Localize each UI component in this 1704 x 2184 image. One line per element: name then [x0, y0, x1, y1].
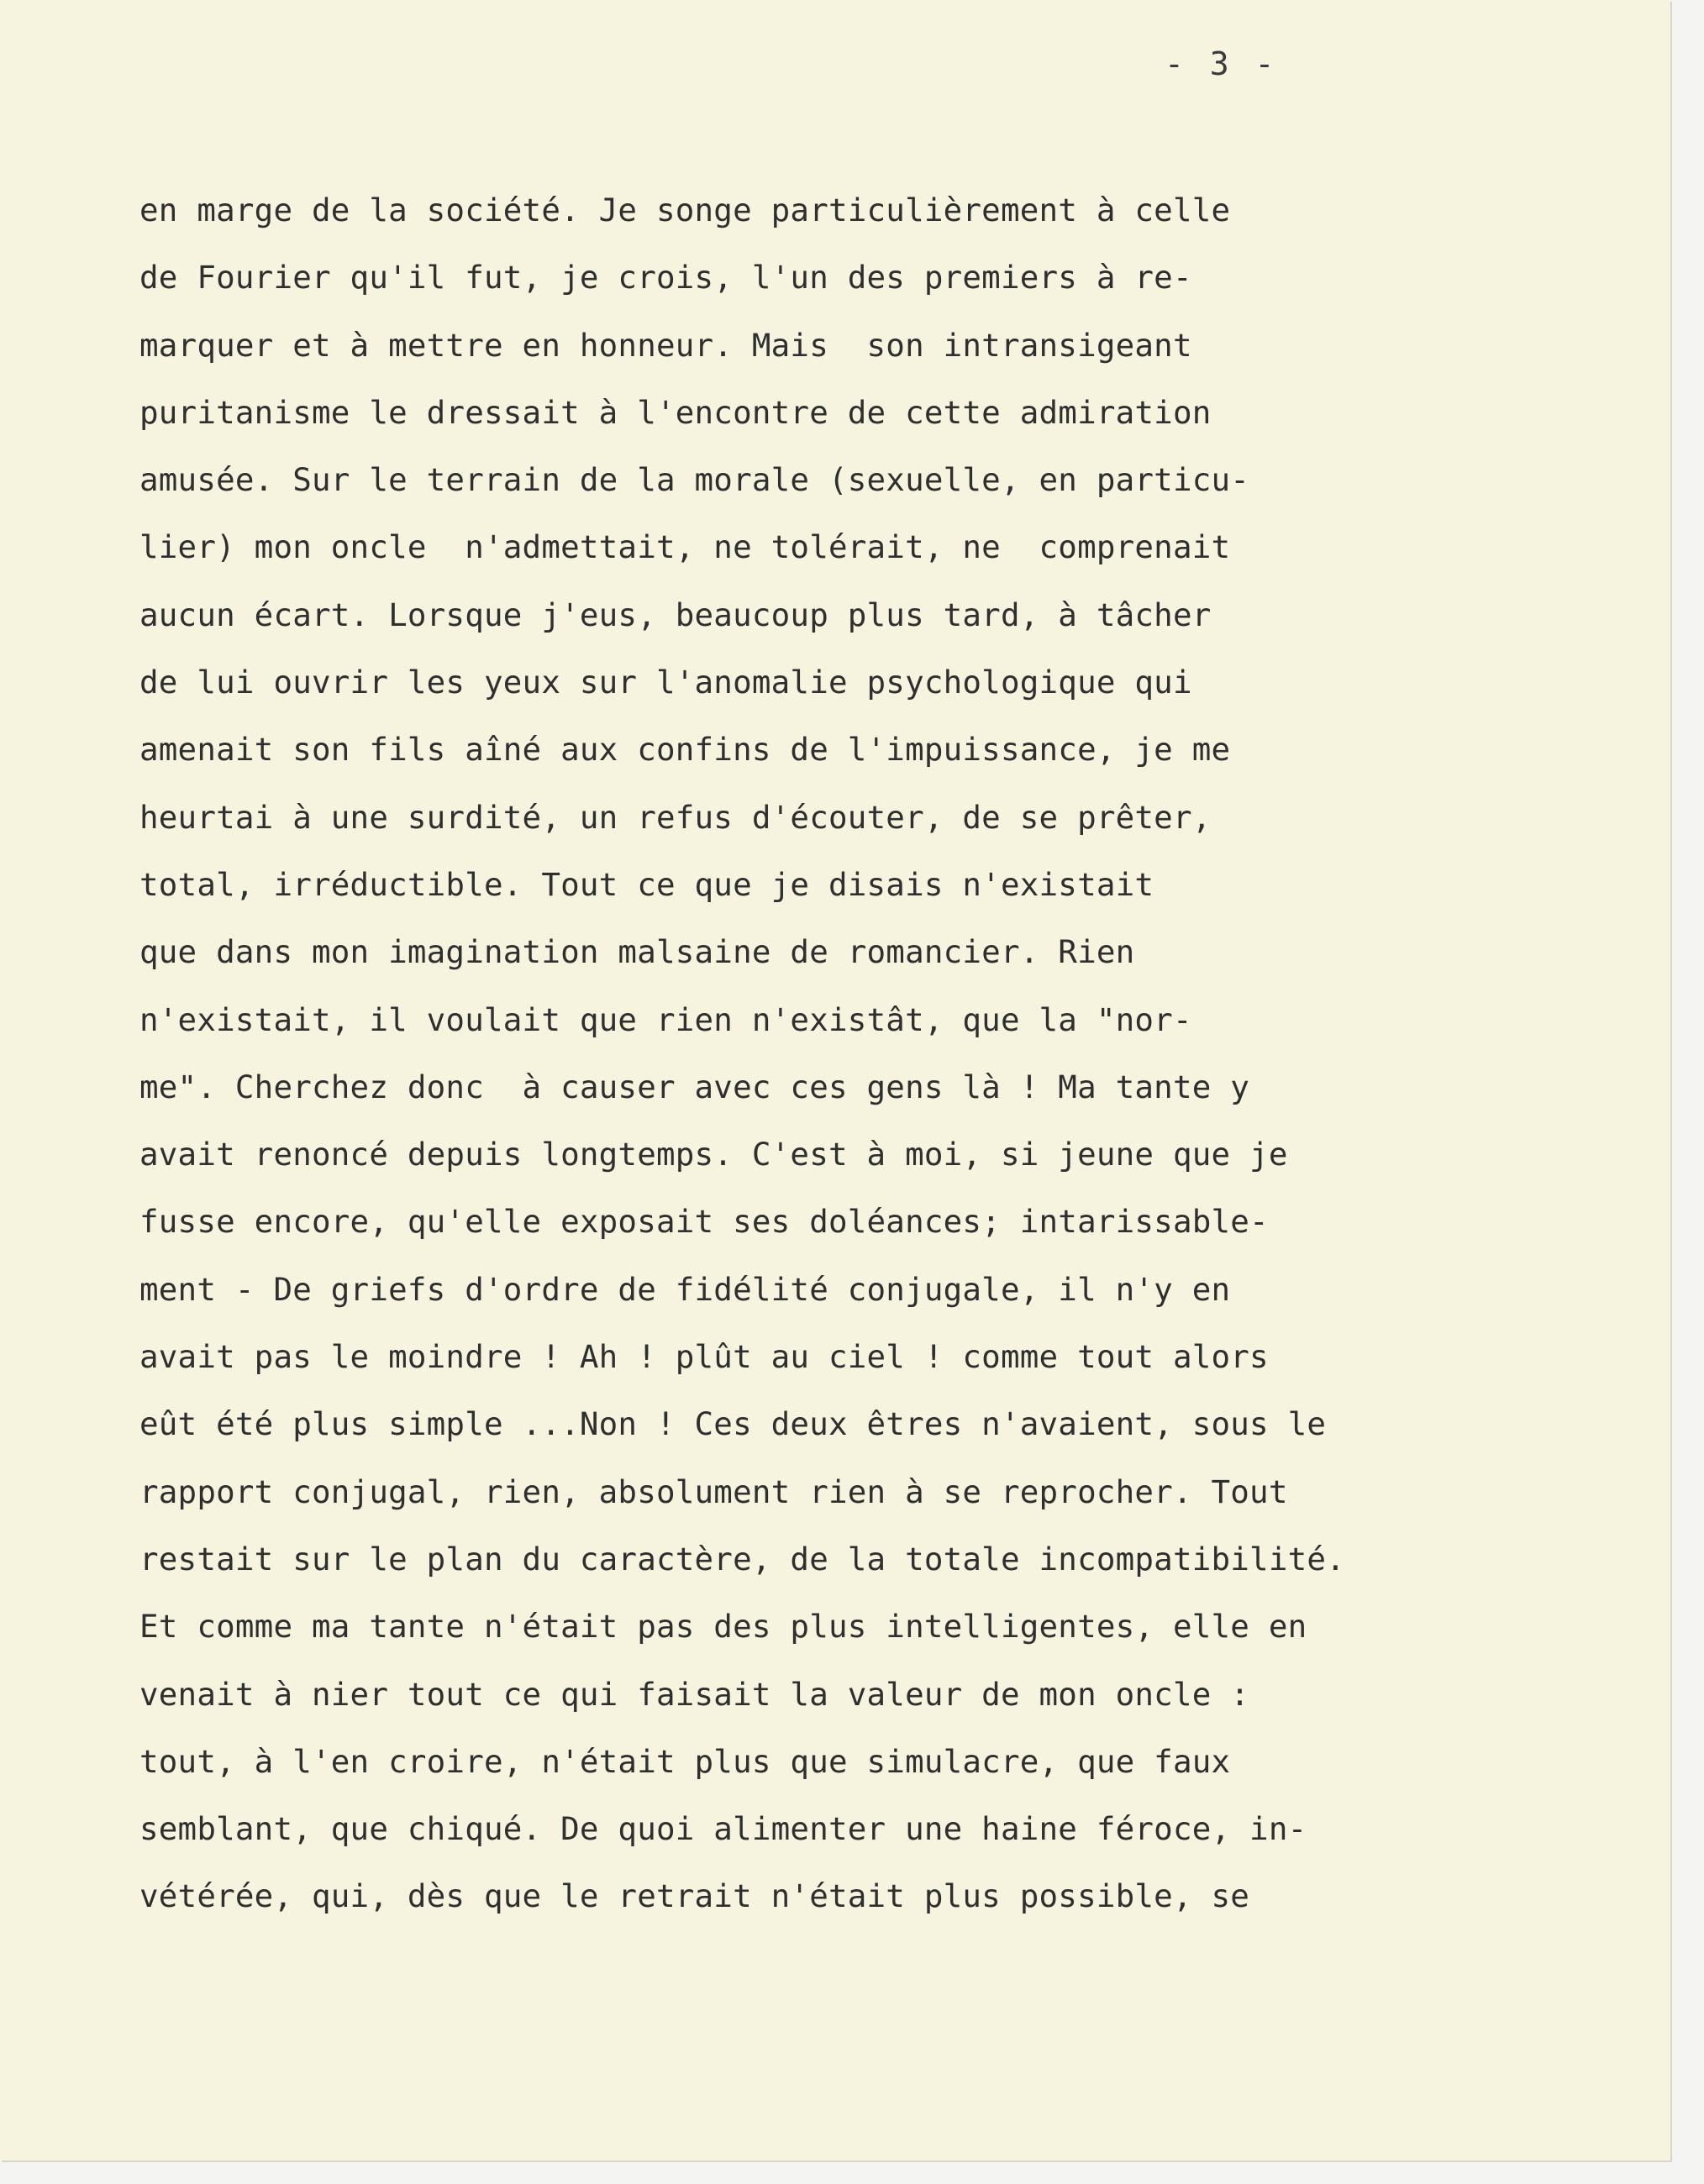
text-line: que dans mon imagination malsaine de romancier. Rien	[139, 933, 1135, 971]
text-line: lier) mon oncle n'admettait, ne tolérait, ne comprenait	[139, 528, 1231, 566]
text-line: fusse encore, qu'elle exposait ses doléances; intarissable-	[139, 1203, 1269, 1241]
text-line: ment - De griefs d'ordre de fidélité conjugale, il n'y en	[139, 1270, 1231, 1308]
text-line: n'existait, il voulait que rien n'existât, que la "nor-	[139, 1000, 1192, 1038]
text-line: Et comme ma tante n'était pas des plus intelligentes, elle en	[139, 1608, 1307, 1646]
text-line: puritanisme le dressait à l'encontre de cette admiration	[139, 393, 1212, 431]
text-line: venait à nier tout ce qui faisait la valeur de mon oncle :	[139, 1675, 1250, 1713]
text-line: de lui ouvrir les yeux sur l'anomalie psychologique qui	[139, 664, 1192, 701]
text-line: me". Cherchez donc à causer avec ces gens là ! Ma tante y	[139, 1068, 1250, 1105]
text-line: amenait son fils aîné aux confins de l'impuissance, je me	[139, 731, 1231, 769]
body-text	[139, 176, 1450, 1930]
text-line: restait sur le plan du caractère, de la totale incompatibilité.	[139, 1540, 1345, 1578]
text-line: avait pas le moindre ! Ah ! plût au ciel ! comme tout alors	[139, 1338, 1269, 1376]
text-line: rapport conjugal, rien, absolument rien à se reprocher. Tout	[139, 1473, 1288, 1510]
text-line: marquer et à mettre en honneur. Mais son intransigeant	[139, 326, 1192, 364]
text-line: avait renoncé depuis longtemps. C'est à moi, si jeune que je	[139, 1136, 1288, 1173]
text-line: semblant, que chiqué. De quoi alimenter une haine féroce, in-	[139, 1810, 1307, 1848]
page-number: - 3 -	[1165, 45, 1278, 82]
text-line: total, irréductible. Tout ce que je disais n'existait	[139, 865, 1154, 903]
text-line: en marge de la société. Je songe particulièrement à celle	[139, 192, 1231, 228]
text-line: eût été plus simple ...Non ! Ces deux êtres n'avaient, sous le	[139, 1405, 1327, 1443]
text-line: amusée. Sur le terrain de la morale (sexuelle, en particu-	[139, 461, 1250, 499]
text-line: heurtai à une surdité, un refus d'écouter, de se prêter,	[139, 798, 1212, 836]
text-line: vétérée, qui, dès que le retrait n'était plus possible, se	[139, 1877, 1250, 1915]
text-line: tout, à l'en croire, n'était plus que simulacre, que faux	[139, 1742, 1231, 1780]
text-line: de Fourier qu'il fut, je crois, l'un des premiers à re-	[139, 259, 1192, 297]
text-line: aucun écart. Lorsque j'eus, beaucoup plus tard, à tâcher	[139, 596, 1212, 633]
